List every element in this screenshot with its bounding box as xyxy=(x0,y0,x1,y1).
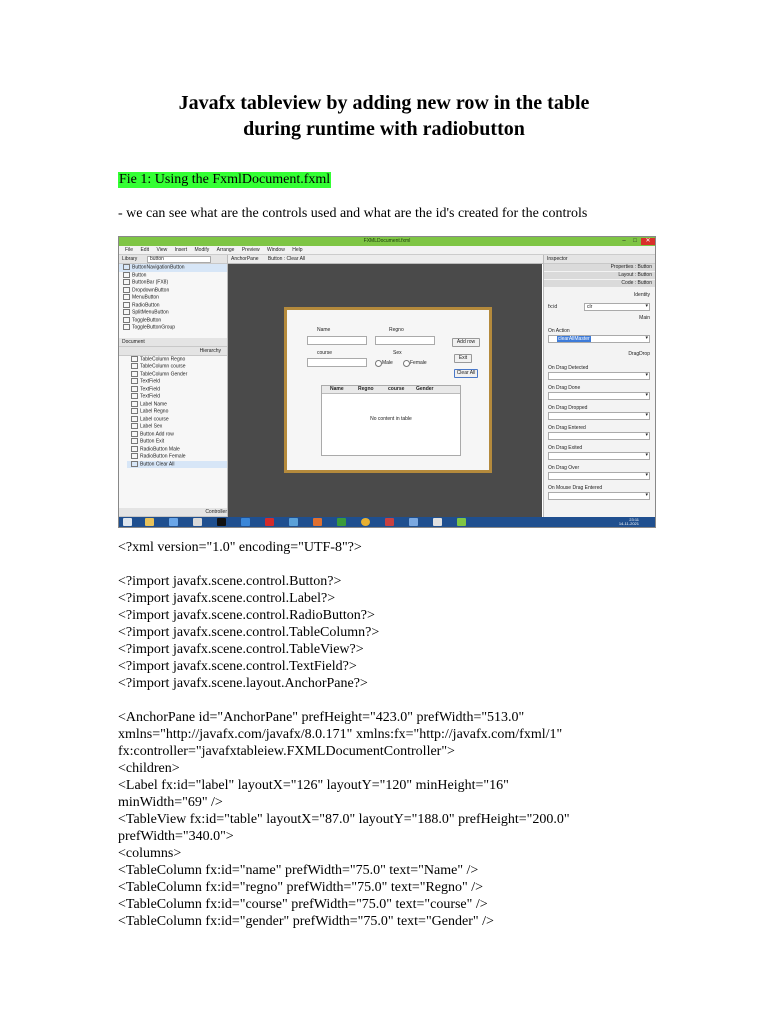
event-label: On Drag Exited xyxy=(548,445,583,451)
menu-help[interactable]: Help xyxy=(292,247,303,253)
event-handler-field[interactable] xyxy=(548,432,650,440)
library-item[interactable] xyxy=(119,279,227,287)
code-line: <?import javafx.scene.control.Label?> xyxy=(118,591,336,606)
library-item-label: ButtonBar (FX8) xyxy=(132,279,169,286)
library-item-label: ToggleButtonGroup xyxy=(132,324,176,331)
file-explorer-icon[interactable] xyxy=(145,518,154,526)
on-action-field[interactable] xyxy=(548,335,650,343)
code-line: fx:controller="javafxtableiew.FXMLDocumentController"> xyxy=(118,744,455,759)
app-icon[interactable] xyxy=(193,518,202,526)
code-line: prefWidth="340.0"> xyxy=(118,829,234,844)
label-regno: Regno xyxy=(389,327,404,333)
control-icon xyxy=(123,324,130,330)
event-label: On Drag Detected xyxy=(548,365,589,371)
table-header xyxy=(322,386,460,394)
code-line: <?import javafx.scene.control.Button?> xyxy=(118,574,342,589)
menu-arrange[interactable]: Arrange xyxy=(216,247,235,253)
chevron-down-icon[interactable]: ▾ xyxy=(645,432,648,438)
event-handler-field[interactable] xyxy=(548,392,650,400)
code-line: <?import javafx.scene.layout.AnchorPane?> xyxy=(118,676,368,691)
library-item[interactable] xyxy=(119,317,227,325)
hierarchy-item[interactable] xyxy=(127,401,227,409)
library-item-label: RadioButton xyxy=(132,301,160,308)
hierarchy-item[interactable] xyxy=(127,453,227,461)
hierarchy-item-label: TextField xyxy=(140,378,161,385)
control-icon xyxy=(131,363,138,369)
chevron-down-icon[interactable]: ▾ xyxy=(645,412,648,418)
hierarchy-item-label: RadioButton Female xyxy=(140,453,186,460)
library-item-label: ButtonNavigationButton xyxy=(132,264,185,271)
menu-preview[interactable]: Preview xyxy=(241,247,260,253)
label-sex: Sex xyxy=(393,350,402,356)
event-handler-field[interactable] xyxy=(548,452,650,460)
on-action-label: On Action xyxy=(548,328,570,334)
chevron-down-icon[interactable]: ▾ xyxy=(645,335,648,341)
inspector-header-label: Inspector xyxy=(547,256,568,262)
library-item-label: SplitMenuButton xyxy=(132,309,169,316)
hierarchy-item[interactable] xyxy=(127,461,227,469)
hierarchy-item-label: TableColumn course xyxy=(140,363,186,370)
description-text: - we can see what are the controls used and what are the id's created for the controls xyxy=(118,206,588,221)
add-row-button[interactable]: Add row xyxy=(452,338,480,347)
control-icon xyxy=(123,287,130,293)
code-line: <TableColumn fx:id="name" prefWidth="75.0" text="Name" /> xyxy=(118,863,479,878)
app-icon[interactable] xyxy=(337,518,346,526)
control-icon xyxy=(123,302,130,308)
control-icon xyxy=(131,356,138,362)
hierarchy-list xyxy=(119,356,227,469)
library-header-label: Library xyxy=(122,256,138,262)
inspector-pane xyxy=(543,255,656,517)
inspector-header xyxy=(544,255,656,264)
figure-caption: Fie 1: Using the FxmlDocument.fxml xyxy=(119,172,331,187)
control-icon xyxy=(123,272,130,278)
table-empty-text: No content in table xyxy=(370,416,412,422)
hierarchy-item[interactable] xyxy=(127,363,227,371)
document-header xyxy=(119,338,227,347)
female-label: Female xyxy=(410,360,427,366)
control-icon xyxy=(123,279,130,285)
hierarchy-item[interactable] xyxy=(127,386,227,394)
library-item[interactable] xyxy=(119,302,227,310)
hierarchy-item[interactable] xyxy=(127,371,227,379)
control-icon xyxy=(131,431,138,437)
hierarchy-item-label: Label Name xyxy=(140,400,167,407)
column-regno[interactable]: Regno xyxy=(358,386,374,392)
event-label: On Drag Over xyxy=(548,465,580,471)
chevron-down-icon[interactable]: ▾ xyxy=(645,472,648,478)
controller-header xyxy=(119,508,227,517)
hierarchy-item[interactable] xyxy=(127,416,227,424)
main-label: Main xyxy=(639,315,650,321)
control-icon xyxy=(131,408,138,414)
clock-date: 14-11-2021 xyxy=(618,521,639,526)
tableview[interactable] xyxy=(321,385,461,456)
clear-all-button[interactable]: Clear All xyxy=(454,369,478,378)
pdf-reader-icon[interactable] xyxy=(265,518,274,526)
design-canvas xyxy=(228,255,542,517)
hierarchy-item-label: Label Regno xyxy=(140,408,169,415)
document-title-line-1: Javafx tableview by adding new row in the table xyxy=(178,92,590,114)
terminal-icon[interactable] xyxy=(217,518,226,526)
on-action-value: clearAllMaster xyxy=(558,336,590,342)
name-textfield[interactable] xyxy=(307,336,367,345)
chevron-down-icon[interactable]: ▾ xyxy=(645,492,648,498)
event-label: On Mouse Drag Entered xyxy=(548,485,603,491)
chevron-down-icon[interactable]: ▾ xyxy=(645,452,648,458)
document-title-line-2: during runtime with radiobutton xyxy=(243,118,525,140)
identity-label: Identity xyxy=(633,292,650,298)
library-item[interactable] xyxy=(119,294,227,302)
control-icon xyxy=(131,461,138,467)
control-icon xyxy=(131,446,138,452)
library-item[interactable] xyxy=(119,264,227,272)
code-line: xmlns="http://javafx.com/javafx/8.0.171" xmlns:fx="http://javafx.com/fxml/1" xyxy=(118,727,563,742)
hierarchy-item-label: TableColumn Gender xyxy=(140,370,188,377)
code-line: <children> xyxy=(118,761,180,776)
control-icon xyxy=(131,386,138,392)
column-course[interactable]: course xyxy=(388,386,405,392)
hierarchy-item-label: Button Exit xyxy=(140,438,165,445)
control-icon xyxy=(131,416,138,422)
event-label: On Drag Dropped xyxy=(548,405,588,411)
scene-builder-screenshot xyxy=(118,236,656,528)
hierarchy-item-label: Button Clear All xyxy=(140,460,175,467)
windows-start-icon[interactable] xyxy=(123,518,132,526)
taskbar-clock[interactable] xyxy=(619,518,639,526)
menu-modify[interactable]: Modify xyxy=(194,247,210,253)
hierarchy-label: Hierarchy xyxy=(199,347,221,354)
hierarchy-item-label: TableColumn Regno xyxy=(140,355,186,362)
library-item[interactable] xyxy=(119,272,227,280)
control-icon xyxy=(123,317,130,323)
app-icon[interactable] xyxy=(433,518,442,526)
course-textfield[interactable] xyxy=(307,358,367,367)
event-handler-field[interactable] xyxy=(548,412,650,420)
hierarchy-item[interactable] xyxy=(127,438,227,446)
app-icon[interactable] xyxy=(313,518,322,526)
window-title: FXMLDocument.fxml xyxy=(363,238,411,244)
control-icon xyxy=(123,294,130,300)
control-icon xyxy=(131,453,138,459)
event-handler-field[interactable] xyxy=(548,472,650,480)
library-item[interactable] xyxy=(119,287,227,295)
breadcrumb-item-anchorpane[interactable]: AnchorPane xyxy=(231,256,259,262)
regno-textfield[interactable] xyxy=(375,336,435,345)
hierarchy-item[interactable] xyxy=(127,356,227,364)
chevron-down-icon[interactable]: ▾ xyxy=(645,392,648,398)
maximize-icon[interactable]: □ xyxy=(633,238,637,244)
event-label: On Drag Entered xyxy=(548,425,586,431)
section-layout[interactable]: Layout : Button xyxy=(544,272,656,279)
hierarchy-item-label: RadioButton Male xyxy=(140,445,180,452)
code-line: <?import javafx.scene.control.RadioButton?> xyxy=(118,608,375,623)
code-line: <TableColumn fx:id="gender" prefWidth="75.0" text="Gender" /> xyxy=(118,914,494,929)
hierarchy-item[interactable] xyxy=(127,423,227,431)
fxid-value: clr xyxy=(587,304,593,310)
label-course: course xyxy=(317,350,333,356)
breadcrumb-item-button[interactable]: Button : Clear All xyxy=(267,256,306,262)
section-code[interactable]: Code : Button xyxy=(544,280,656,287)
menu-view[interactable]: View xyxy=(156,247,168,253)
label-name: Name xyxy=(317,327,331,333)
code-line: <?import javafx.scene.control.TableView?> xyxy=(118,642,364,657)
library-list xyxy=(119,264,227,332)
app-icon[interactable] xyxy=(289,518,298,526)
control-icon xyxy=(123,264,130,270)
hierarchy-header xyxy=(119,347,227,356)
control-icon xyxy=(131,401,138,407)
menu-window[interactable]: Window xyxy=(267,247,285,253)
app-icon[interactable] xyxy=(169,518,178,526)
menu-bar xyxy=(119,246,655,255)
hierarchy-item[interactable] xyxy=(127,431,227,439)
code-line: <?xml version="1.0" encoding="UTF-8"?> xyxy=(118,540,362,555)
event-label: On Drag Done xyxy=(548,385,581,391)
male-radio[interactable] xyxy=(375,360,382,367)
app-icon[interactable] xyxy=(241,518,250,526)
library-item-label: Button xyxy=(132,271,147,278)
library-pane xyxy=(119,255,228,517)
control-icon xyxy=(131,423,138,429)
scene-builder-icon[interactable] xyxy=(457,518,466,526)
fxid-field[interactable] xyxy=(584,303,650,311)
male-label: Male xyxy=(382,360,393,366)
hierarchy-item[interactable] xyxy=(127,408,227,416)
code-line: <?import javafx.scene.control.TextField?> xyxy=(118,659,357,674)
menu-edit[interactable]: Edit xyxy=(140,247,150,253)
minimize-icon[interactable]: – xyxy=(622,238,626,244)
library-item-label: ToggleButton xyxy=(132,316,162,323)
hierarchy-item-label: TextField xyxy=(140,385,161,392)
column-name[interactable]: Name xyxy=(330,386,344,392)
female-radio[interactable] xyxy=(403,360,410,367)
code-line: <TableColumn fx:id="course" prefWidth="75.0" text="course" /> xyxy=(118,897,488,912)
code-line: <TableColumn fx:id="regno" prefWidth="75.0" text="Regno" /> xyxy=(118,880,483,895)
chrome-icon[interactable] xyxy=(361,518,370,526)
library-item[interactable] xyxy=(119,309,227,317)
code-line: <AnchorPane id="AnchorPane" prefHeight="423.0" prefWidth="513.0" xyxy=(118,710,525,725)
library-item-label: MenuButton xyxy=(132,294,159,301)
code-line: <?import javafx.scene.control.TableColumn?> xyxy=(118,625,380,640)
anchor-pane-preview[interactable] xyxy=(284,307,492,473)
chevron-down-icon[interactable]: ▾ xyxy=(645,303,648,309)
hierarchy-item[interactable] xyxy=(127,378,227,386)
library-item[interactable] xyxy=(119,324,227,332)
code-line: minWidth="69" /> xyxy=(118,795,223,810)
code-line: <columns> xyxy=(118,846,182,861)
app-icon[interactable] xyxy=(409,518,418,526)
hierarchy-item[interactable] xyxy=(127,446,227,454)
document-header-label: Document xyxy=(122,338,145,345)
menu-insert[interactable]: Insert xyxy=(174,247,188,253)
exit-button[interactable]: Exit xyxy=(454,354,472,363)
app-icon[interactable] xyxy=(385,518,394,526)
control-icon xyxy=(131,438,138,444)
window-titlebar xyxy=(119,237,655,246)
library-header xyxy=(119,255,227,264)
controller-label: Controller xyxy=(205,509,227,515)
hierarchy-item-label: TextField xyxy=(140,393,161,400)
code-line: <TableView fx:id="table" layoutX="87.0" layoutY="188.0" prefHeight="200.0" xyxy=(118,812,570,827)
section-properties[interactable]: Properties : Button xyxy=(544,264,656,271)
control-icon xyxy=(131,371,138,377)
control-icon xyxy=(123,309,130,315)
breadcrumb xyxy=(228,255,545,264)
control-icon xyxy=(131,393,138,399)
menu-file[interactable]: File xyxy=(125,247,134,253)
hierarchy-item-label: Button Add row xyxy=(140,430,174,437)
hierarchy-item[interactable] xyxy=(127,393,227,401)
hierarchy-item-label: Label Sex xyxy=(140,423,163,430)
close-icon[interactable]: ✕ xyxy=(641,238,655,245)
dragdrop-label: DragDrop xyxy=(628,351,650,357)
windows-taskbar xyxy=(119,517,655,527)
control-icon xyxy=(131,378,138,384)
library-search-input[interactable]: button xyxy=(147,256,211,263)
event-handler-field[interactable] xyxy=(548,492,650,500)
code-line: <Label fx:id="label" layoutX="126" layoutY="120" minHeight="16" xyxy=(118,778,509,793)
chevron-down-icon[interactable]: ▾ xyxy=(645,372,648,378)
column-gender[interactable]: Gender xyxy=(416,386,434,392)
clock-time: 23:11 xyxy=(629,517,639,522)
event-handler-field[interactable] xyxy=(548,372,650,380)
hierarchy-item-label: Label course xyxy=(140,415,169,422)
library-item-label: DropdownButton xyxy=(132,286,170,293)
fxid-label: fx:id xyxy=(548,304,558,310)
